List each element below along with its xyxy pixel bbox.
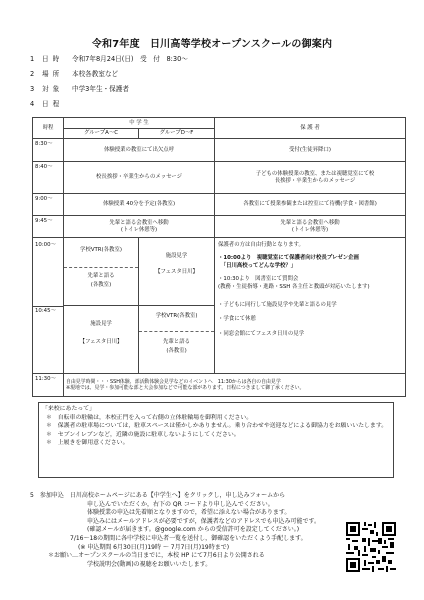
parent-header: 保 護 者 xyxy=(215,118,406,139)
qr-code-icon[interactable] xyxy=(346,522,396,572)
list-item: ＊ 自転車の駐輪は，本校正門を入って右側の立体駐輪場を御利用ください。 xyxy=(46,414,253,421)
notice-heading: 「来校にあたって」 xyxy=(42,406,96,412)
table-row: 8:40～ 校長挨拶・卒業生からのメッセージ 子どもの体験授業の教室、または視聴覚室にて校長挨拶・卒業生からのメッセージ xyxy=(33,162,406,194)
list-item: ＊ セブンイレブンなど，近隣の施設に駐車しないようにしてください。 xyxy=(46,431,240,438)
info-place: 2 場所 本校各教室など xyxy=(30,70,119,78)
list-item: ＊ 保護者の駐車場については，駐車スペースは僅かしかありません。乗り合わせや送迎などによる御協力をお願いいたします。 xyxy=(46,423,388,430)
df-vtr: 学校VTR(各教室) xyxy=(155,313,198,319)
schedule-table xyxy=(32,117,406,397)
info-target: 3 対象 中学3年生・保護者 xyxy=(30,85,129,93)
ac-talk: 先輩と語る xyxy=(87,273,115,279)
df-tour: 施設見学 xyxy=(165,253,188,259)
df-talk: 先輩と語る xyxy=(163,339,190,345)
info-schedule: 4 日程 xyxy=(30,100,64,108)
table-row: 8:30～ 体験授業の教室にて出欠点呼 受付(生徒昇降口) xyxy=(33,139,406,162)
list-item: ＊ 上履きを御用意ください。 xyxy=(46,440,129,447)
table-row: 9:45～ 先輩と語る会教室へ移動 (トイレ休憩等) 先輩と語る会教室へ移動 (トイレ休憩等) xyxy=(33,216,406,238)
table-row: 11:30～ 自由見学時間・・・SSH体験、部活動体験会見学などのイベントへ 11:30からは各自の自由見学 ※現地では、見学・参加可能な部と大会参加などで可能な部があります。日程につきまして御了承ください。 xyxy=(33,374,406,397)
group-df-header: グループD～F xyxy=(139,129,215,139)
notice-box xyxy=(38,402,394,478)
info-datetime: 1 日時 令和7年8月24日(日) 受 付 8:30～ xyxy=(30,55,188,63)
table-row: 10:00～ 10:45～ 学校VTR(各教室) 先輩と語る (各教室) 施設見学 【フェスタ日川】 施設見学 【フェスタ日川】 学校VTR(各教室) 先輩と語る (各教室) 保護者の方は自由行動となります。 ・10:00より 視聴覚室にて保護者向け校長プレゼン企画 「日川高校ってどんな学校？」 ・10:30より 図書室にて質問会 (教務・生徒指導・進路・SSH 各主任と教頭が対応いたします) ・子どもに同行して施設見学や先輩と語るの見学 ・学食にて休憩 ・同窓会館にてフェスタ日川の見学 xyxy=(33,238,406,374)
group-ac-header: グループA～C xyxy=(64,129,139,139)
student-header: 中 学 生 xyxy=(64,118,215,129)
time-header: 時程 xyxy=(33,118,64,139)
page-title: 令和7年度 日川高等学校オープンスクールの御案内 xyxy=(91,39,333,50)
parent-free-time: 保護者の方は自由行動となります。 ・10:00より 視聴覚室にて保護者向け校長プレゼン企画 「日川高校ってどんな学校？」 ・10:30より 図書室にて質問会 (教務・生徒指導・進路・SSH 各主任と教頭が対応いたします) ・子どもに同行して施設見学や先輩と語るの見学 ・学食にて休憩 ・同窓会館にてフェスタ日川の見学 xyxy=(215,238,406,374)
table-row: 9:00～ 体験授業 40分を予定(各教室) 各教室にて授業参観または控室にて待機(学食・図書館) xyxy=(33,194,406,216)
application-section: 5 参加申込 日川高校ホームページにある【中学生へ】をクリックし，申し込みフォームから 申し込んでいただくか，右下の QR コードより申し込んでください。 体験授業の申込は先着順となりますので，希望に添えない場合があります。 申込みにはメールアドレスが必要ですが，保護者などのアドレスでも申込み可能です。 (確認メールが届きます。@google.com からの受信許可を設定してください。) 7/16～18の期間に各中学校に申込者一覧を送付し，御確認をいただくよう手配します。 (※ 申込期間 6月30日(月)19時 ～ 7月7日(月)19時まで) ＊お願い…オープンスクールの当日までに，本校 HP にて7月6日より公開される 学校説明会(動画)の視聴をお願いいたします。 xyxy=(30,492,321,568)
ac-vtr: 学校VTR(各教室) xyxy=(80,247,122,253)
ac-tour: 施設見学 xyxy=(90,321,112,327)
